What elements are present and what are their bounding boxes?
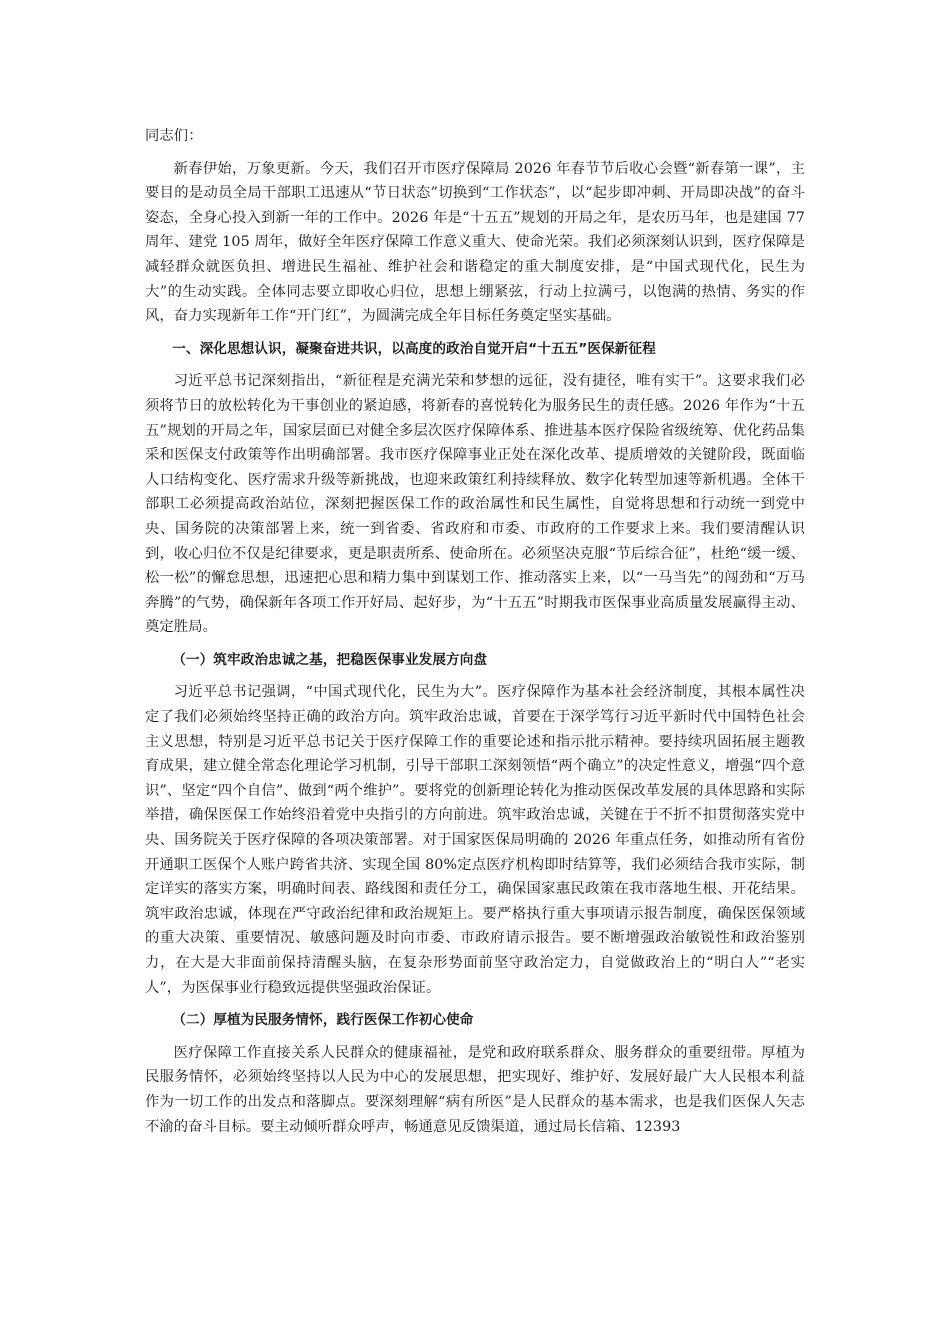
subsection-1-paragraph: 习近平总书记强调，“中国式现代化，民生为大”。医疗保障作为基本社会经济制度，其根本属性决定了我们必须始终坚持正确的政治方向。筑牢政治忠诚，首要在于深学笃行习近平新时代中国特色社会主义思想，特别是习近平总书记关于医疗保障工作的重要论述和指示批示精神。要持续巩固拓展主题教育成果，建立健全常态化理论学习机制，引导干部职工深刻领悟“两个确立”的决定性意义，增强“四个意识”、坚定“四个自信”、做到“两个维护”。要将党的创新理论转化为推动医保改革发展的具体思路和实际举措，确保医保工作始终沿着党中央指引的方向前进。筑牢政治忠诚，关键在于不折不扣贯彻落实党中央、国务院关于医疗保障的各项决策部署。对于国家医保局明确的 2026 年重点任务，如推动所有省份开通职工医保个人账户跨省共济、实现全国 80%定点医疗机构即时结算等，我们必须结合我市实际，制定详实的落实方案，明确时间表、路线图和责任分工，确保国家惠民政策在我市落地生根、开花结果。筑牢政治忠诚，体现在严守政治纪律和政治规矩上。要严格执行重大事项请示报告制度，确保医保领域的重大决策、重要情况、敏感问题及时向市委、市政府请示报告。要不断增强政治敏锐性和政治鉴别力，在大是大非面前保持清醒头脑，在复杂形势面前坚守政治定力，自觉做政治上的“明白人”“老实人”，为医保事业行稳致远提供坚强政治保证。 [145,684,805,996]
salutation: 同志们： [145,128,203,144]
intro-paragraph: 新春伊始，万象更新。今天，我们召开市医疗保障局 2026 年春节节后收心会暨“新春第一课”，主要目的是动员全局干部职工迅速从“节日状态”切换到“工作状态”，以“起步即冲刺、开局即决战”的奋斗姿态，全身心投入到新一年的工作中。2026 年是“十五五”规划的开局之年，是农历马年，也是建国 77 周年、建党 105 周年，做好全年医疗保障工作意义重大、使命光荣。我们必须深刻认识到，医疗保障是减轻群众就医负担、增进民生福祉、维护社会和谐稳定的重大制度安排，是“中国式现代化，民生为大”的生动实践。全体同志要立即收心归位，思想上绷紧弦，行动上拉满弓，以饱满的热情、务实的作风，奋力实现新年工作“开门红”，为圆满完成全年目标任务奠定坚实基础。 [145,160,805,325]
section-heading-1: 一、深化思想认识，凝聚奋进共识，以高度的政治自觉开启“十五五”医保新征程 [172,340,656,357]
subsection-heading-2: （二）厚植为民服务情怀，践行医保工作初心使命 [172,1012,474,1029]
subsection-2-paragraph: 医疗保障工作直接关系人民群众的健康福祉，是党和政府联系群众、服务群众的重要纽带。厚植为民服务情怀，必须始终坚持以人民为中心的发展思想，把实现好、维护好、发展好最广大人民根本利益作为一切工作的出发点和落脚点。要深刻理解“病有所医”是人民群众的基本需求，也是我们医保人矢志不渝的奋斗目标。要主动倾听群众呼声，畅通意见反馈渠道，通过局长信箱、12393 [145,1044,805,1135]
subsection-heading-1: （一）筑牢政治忠诚之基，把稳医保事业发展方向盘 [172,651,488,668]
section-1-paragraph: 习近平总书记深刻指出，“新征程是充满光荣和梦想的远征，没有捷径，唯有实干”。这要求我们必须将节日的放松转化为干事创业的紧迫感，将新春的喜悦转化为服务民生的责任感。2026 年作为“十五五”规划的开局之年，国家层面已对健全多层次医疗保障体系、推进基本医疗保险省级统筹、优化药品集采和医保支付政策等作出明确部署。我市医疗保障事业正处在深化改革、提质增效的关键阶段，既面临人口结构变化、医疗需求升级等新挑战，也迎来政策红利持续释放、数字化转型加速等新机遇。全体干部职工必须提高政治站位，深刻把握医保工作的政治属性和民生属性，自觉将思想和行动统一到党中央、国务院的决策部署上来，统一到省委、省政府和市委、市政府的工作要求上来。我们要清醒认识到，收心归位不仅是纪律要求，更是职责所系、使命所在。必须坚决克服“节后综合征”，杜绝“缓一缓、松一松”的懈怠思想，迅速把心思和精力集中到谋划工作、推动落实上来，以“一马当先”的闯劲和“万马奔腾”的气势，确保新年各项工作开好局、起好步，为“十五五”时期我市医保事业高质量发展赢得主动、奠定胜局。 [145,373,805,636]
document-body [145,124,805,1147]
